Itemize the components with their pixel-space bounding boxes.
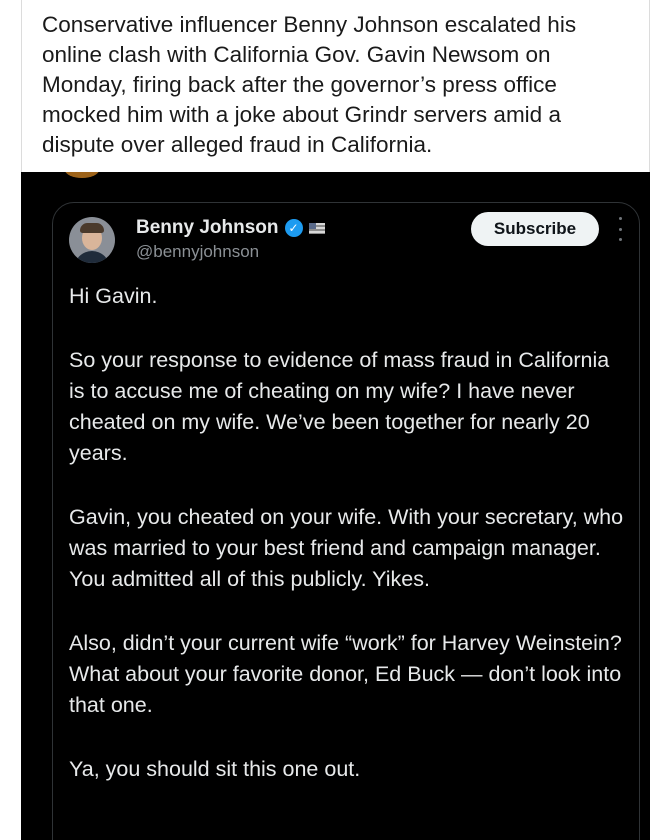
embedded-post-screenshot [21, 172, 650, 840]
post-paragraph: So your response to evidence of mass fraud in California is to accuse me of cheating on my wife? I have never cheated on my wife. We’ve been together for nearly 20 years. [69, 348, 610, 465]
post-card[interactable] [52, 202, 640, 840]
cropped-avatar-fragment [65, 172, 99, 178]
avatar[interactable] [69, 217, 115, 263]
author-display-name[interactable]: Benny Johnson [136, 217, 279, 238]
verified-badge-icon: ✓ [285, 219, 303, 237]
author-name-row [136, 216, 325, 240]
post-paragraph: Also, didn’t your current wife “work” for Harvey Weinstein? What about your favorite donor, Ed Buck — don’t look into that one. [69, 631, 622, 717]
avatar-hair [80, 223, 104, 233]
post-body [69, 281, 629, 818]
post-paragraph: Hi Gavin. [69, 284, 158, 308]
subscribe-button[interactable]: Subscribe [471, 212, 599, 246]
author-handle[interactable]: @bennyjohnson [136, 242, 260, 261]
flag-icon [309, 223, 325, 234]
post-paragraph: Ya, you should sit this one out. [69, 757, 361, 781]
avatar-shoulders [74, 251, 110, 263]
more-dot [619, 228, 622, 231]
caption-card [21, 0, 650, 172]
more-dot [619, 238, 622, 241]
article-caption: Conservative influencer Benny Johnson escalated his online clash with California Gov. Gavin Newsom on Monday, firing back after the governor’s press office mocked him with a joke about Grindr servers amid a dispute over alleged fraud in California. [42, 12, 577, 157]
more-dot [619, 217, 622, 220]
post-paragraph: Gavin, you cheated on your wife. With your secretary, who was married to your best friend and campaign manager. You admitted all of this publicly. Yikes. [69, 505, 624, 591]
more-options-icon[interactable] [615, 217, 625, 241]
